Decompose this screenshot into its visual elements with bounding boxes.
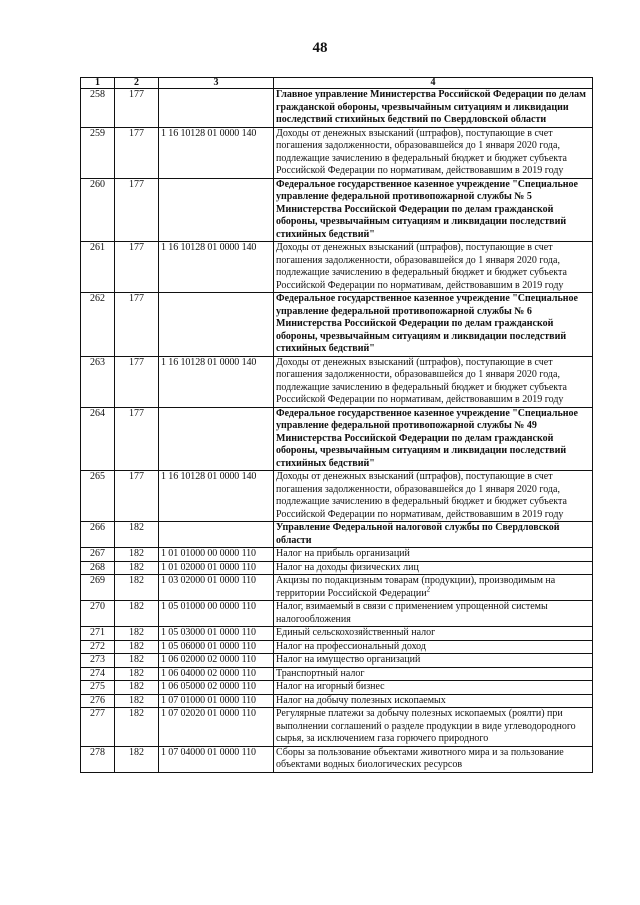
table-row xyxy=(81,601,593,627)
column-header: 1 xyxy=(81,78,115,89)
admin-code-cell-text: 182 xyxy=(129,667,144,679)
budget-code-cell-text: 1 16 10128 01 0000 140 xyxy=(161,356,257,368)
budget-code-cell-text: 1 16 10128 01 0000 140 xyxy=(161,127,257,139)
description-cell-text: Налог на имущество организаций xyxy=(276,654,421,665)
description-cell-text: Налог на игорный бизнес xyxy=(276,681,385,692)
budget-code-cell-text: 1 06 02000 02 0000 110 xyxy=(161,654,256,665)
description-cell xyxy=(274,89,593,128)
description-cell xyxy=(274,522,593,548)
admin-code-cell-text: 182 xyxy=(129,654,144,665)
admin-code-cell-text: 182 xyxy=(129,548,144,559)
description-cell xyxy=(274,654,593,668)
column-header: 4 xyxy=(274,78,593,89)
row-number-cell-text: 265 xyxy=(90,471,105,482)
admin-code-cell xyxy=(115,694,159,708)
description-cell xyxy=(274,548,593,562)
table-row xyxy=(81,127,593,178)
table-row xyxy=(81,548,593,562)
budget-code-cell-text: 1 07 04000 01 0000 110 xyxy=(161,746,256,758)
description-cell xyxy=(274,601,593,627)
admin-code-cell xyxy=(115,627,159,641)
admin-code-cell xyxy=(115,708,159,747)
budget-code-cell-text: 1 05 06000 01 0000 110 xyxy=(161,640,256,652)
admin-code-cell-text: 177 xyxy=(129,127,144,139)
budget-code-cell xyxy=(159,407,274,471)
description-cell-text: Налог, взимаемый в связи с применением упрощенной системы налогообложения xyxy=(276,601,548,625)
admin-code-cell-text: 177 xyxy=(129,407,144,419)
admin-code-cell xyxy=(115,640,159,654)
budget-code-cell-text: 1 01 01000 00 0000 110 xyxy=(161,548,256,559)
budget-code-cell xyxy=(159,667,274,681)
budget-code-cell xyxy=(159,601,274,627)
row-number-cell xyxy=(81,694,115,708)
budget-code-cell-text: 1 07 02020 01 0000 110 xyxy=(161,708,256,719)
row-number-cell-text: 277 xyxy=(90,708,105,719)
admin-code-cell-text: 182 xyxy=(129,601,144,612)
row-number-cell xyxy=(81,746,115,772)
admin-code-cell xyxy=(115,522,159,548)
description-cell xyxy=(274,471,593,522)
admin-code-cell-text: 182 xyxy=(129,575,144,586)
description-cell xyxy=(274,127,593,178)
admin-code-cell-text: 182 xyxy=(129,627,144,638)
budget-code-cell xyxy=(159,242,274,293)
table-row xyxy=(81,356,593,407)
table-row xyxy=(81,654,593,668)
row-number-cell xyxy=(81,667,115,681)
description-cell xyxy=(274,242,593,293)
admin-code-cell-text: 177 xyxy=(129,293,144,304)
row-number-cell-text: 258 xyxy=(90,89,105,100)
description-cell xyxy=(274,178,593,242)
row-number-cell-text: 267 xyxy=(90,548,105,559)
row-number-cell xyxy=(81,575,115,601)
description-cell-text: Налог на добычу полезных ископаемых xyxy=(276,694,446,706)
budget-code-cell-text: 1 06 05000 02 0000 110 xyxy=(161,681,256,692)
table-row xyxy=(81,667,593,681)
budget-code-cell xyxy=(159,627,274,641)
description-cell-text: Регулярные платежи за добычу полезных ископаемых (роялти) при выполнении соглашений о разделе продукции в виде углеводородного сырья, за исключением газа горючего природного xyxy=(276,708,576,744)
table-row xyxy=(81,694,593,708)
row-number-cell xyxy=(81,708,115,747)
budget-code-cell xyxy=(159,89,274,128)
row-number-cell-text: 266 xyxy=(90,522,105,533)
row-number-cell-text: 272 xyxy=(90,640,105,652)
row-number-cell-text: 273 xyxy=(90,654,105,665)
table-row xyxy=(81,681,593,695)
description-cell xyxy=(274,640,593,654)
table-row xyxy=(81,89,593,128)
table-row xyxy=(81,293,593,357)
admin-code-cell xyxy=(115,746,159,772)
admin-code-cell xyxy=(115,89,159,128)
page-number: 48 xyxy=(312,40,328,56)
row-number-cell xyxy=(81,293,115,357)
description-cell-text: Доходы от денежных взысканий (штрафов), поступающие в счет погашения задолженности, образовавшейся до 1 января 2020 года, подлежащие зачислению в федеральный бюджет и бюджет субъекта Российской Федерации по нормативам, действовавшим в 2019 году xyxy=(276,127,567,176)
row-number-cell xyxy=(81,548,115,562)
row-number-cell xyxy=(81,681,115,695)
budget-code-cell xyxy=(159,561,274,575)
description-cell-text: Сборы за пользование объектами животного мира и за пользование объектами водных биологических ресурсов xyxy=(276,746,564,770)
table-row xyxy=(81,522,593,548)
row-number-cell xyxy=(81,127,115,178)
row-number-cell-text: 263 xyxy=(90,356,105,368)
row-number-cell xyxy=(81,356,115,407)
row-number-cell-text: 271 xyxy=(90,627,105,638)
row-number-cell-text: 260 xyxy=(90,178,105,190)
admin-code-cell xyxy=(115,654,159,668)
admin-code-cell xyxy=(115,127,159,178)
row-number-cell-text: 274 xyxy=(90,667,105,679)
description-cell xyxy=(274,561,593,575)
admin-code-cell-text: 177 xyxy=(129,89,144,100)
description-cell-text: Акцизы по подакцизным товарам (продукции), производимым на территории Российской Федерации xyxy=(276,575,556,599)
description-cell xyxy=(274,746,593,772)
row-number-cell-text: 262 xyxy=(90,293,105,304)
budget-code-cell xyxy=(159,575,274,601)
budget-code-cell-text: 1 05 01000 00 0000 110 xyxy=(161,601,256,612)
budget-code-cell xyxy=(159,708,274,747)
row-number-cell-text: 259 xyxy=(90,127,105,139)
table-row xyxy=(81,627,593,641)
budget-code-cell-text: 1 03 02000 01 0000 110 xyxy=(161,575,256,586)
row-number-cell xyxy=(81,561,115,575)
description-cell xyxy=(274,293,593,357)
table-row xyxy=(81,561,593,575)
footnote-marker: 2 xyxy=(426,585,431,594)
admin-code-cell-text: 177 xyxy=(129,178,144,190)
row-number-cell xyxy=(81,242,115,293)
budget-code-cell xyxy=(159,178,274,242)
budget-code-cell xyxy=(159,746,274,772)
description-cell-text: Доходы от денежных взысканий (штрафов), поступающие в счет погашения задолженности, образовавшейся до 1 января 2020 года, подлежащие зачислению в федеральный бюджет и бюджет субъекта Российской Федерации по нормативам, действовавшим в 2019 году xyxy=(276,242,567,291)
budget-code-cell xyxy=(159,548,274,562)
description-cell-text: Единый сельскохозяйственный налог xyxy=(276,627,436,638)
description-cell-text: Федеральное государственное казенное учреждение "Специальное управление федеральной противопожарной службы № 49 Министерства Российской Федерации по делам гражданской обороны, чрезвычайным ситуациям и ликвидации последствий стихийных бедствий" xyxy=(276,407,578,469)
budget-code-cell xyxy=(159,681,274,695)
description-cell xyxy=(274,694,593,708)
table-row xyxy=(81,471,593,522)
row-number-cell xyxy=(81,627,115,641)
budget-code-cell xyxy=(159,522,274,548)
budget-code-cell xyxy=(159,640,274,654)
description-cell-text: Налог на доходы физических лиц xyxy=(276,561,419,573)
table-body xyxy=(81,89,593,773)
budget-code-cell-text: 1 07 01000 01 0000 110 xyxy=(161,694,256,706)
row-number-cell-text: 264 xyxy=(90,407,105,419)
budget-code-cell-text: 1 01 02000 01 0000 110 xyxy=(161,561,256,573)
admin-code-cell xyxy=(115,178,159,242)
admin-code-cell-text: 177 xyxy=(129,242,144,253)
budget-code-cell xyxy=(159,356,274,407)
description-cell-text: Транспортный налог xyxy=(276,667,365,679)
admin-code-cell xyxy=(115,471,159,522)
description-cell-text: Главное управление Министерства Российской Федерации по делам гражданской обороны, чрезвычайным ситуациям и ликвидации последствий стихийных бедствий по Свердловской области xyxy=(276,89,586,125)
admin-code-cell xyxy=(115,575,159,601)
budget-code-cell xyxy=(159,694,274,708)
description-cell-text: Налог на прибыль организаций xyxy=(276,548,410,559)
row-number-cell-text: 275 xyxy=(90,681,105,692)
description-cell-text: Управление Федеральной налоговой службы по Свердловской области xyxy=(276,522,560,546)
row-number-cell xyxy=(81,407,115,471)
admin-code-cell-text: 182 xyxy=(129,681,144,692)
budget-code-cell xyxy=(159,471,274,522)
admin-code-cell-text: 182 xyxy=(129,561,144,573)
admin-code-cell xyxy=(115,548,159,562)
row-number-cell xyxy=(81,654,115,668)
budget-code-cell xyxy=(159,654,274,668)
table-row xyxy=(81,575,593,601)
description-cell-text: Доходы от денежных взысканий (штрафов), поступающие в счет погашения задолженности, образовавшейся до 1 января 2020 года, подлежащие зачислению в федеральный бюджет и бюджет субъекта Российской Федерации по нормативам, действовавшим в 2019 году xyxy=(276,356,567,405)
description-cell xyxy=(274,667,593,681)
admin-code-cell-text: 177 xyxy=(129,356,144,368)
column-header: 2 xyxy=(115,78,159,89)
admin-code-cell xyxy=(115,242,159,293)
row-number-cell-text: 276 xyxy=(90,694,105,706)
row-number-cell-text: 269 xyxy=(90,575,105,586)
row-number-cell xyxy=(81,178,115,242)
description-cell xyxy=(274,356,593,407)
admin-code-cell-text: 177 xyxy=(129,471,144,482)
row-number-cell xyxy=(81,522,115,548)
row-number-cell-text: 268 xyxy=(90,561,105,573)
description-cell-text: Доходы от денежных взысканий (штрафов), поступающие в счет погашения задолженности, образовавшейся до 1 января 2020 года, подлежащие зачислению в федеральный бюджет и бюджет субъекта Российской Федерации по нормативам, действовавшим в 2019 году xyxy=(276,471,567,520)
admin-code-cell-text: 182 xyxy=(129,694,144,706)
admin-code-cell xyxy=(115,681,159,695)
description-cell-text: Федеральное государственное казенное учреждение "Специальное управление федеральной противопожарной службы № 6 Министерства Российской Федерации по делам гражданской обороны, чрезвычайным ситуациям и ликвидации последствий стихийных бедствий" xyxy=(276,293,578,354)
table-row xyxy=(81,407,593,471)
budget-code-cell xyxy=(159,293,274,357)
description-cell xyxy=(274,681,593,695)
description-cell xyxy=(274,407,593,471)
table-row xyxy=(81,178,593,242)
row-number-cell xyxy=(81,89,115,128)
admin-code-cell-text: 182 xyxy=(129,522,144,533)
row-number-cell-text: 261 xyxy=(90,242,105,253)
admin-code-cell-text: 182 xyxy=(129,640,144,652)
table-row xyxy=(81,746,593,772)
description-cell xyxy=(274,627,593,641)
budget-code-cell-text: 1 05 03000 01 0000 110 xyxy=(161,627,256,638)
budget-code-cell-text: 1 16 10128 01 0000 140 xyxy=(161,242,257,253)
description-cell-text: Налог на профессиональный доход xyxy=(276,640,426,652)
admin-code-cell xyxy=(115,407,159,471)
description-cell xyxy=(274,708,593,747)
table-row xyxy=(81,640,593,654)
admin-code-cell xyxy=(115,356,159,407)
description-cell xyxy=(274,575,593,601)
row-number-cell xyxy=(81,471,115,522)
admin-code-cell xyxy=(115,561,159,575)
admin-code-cell xyxy=(115,667,159,681)
revenue-codes-table xyxy=(80,77,593,773)
admin-code-cell-text: 182 xyxy=(129,746,144,758)
table-row xyxy=(81,708,593,747)
description-cell-text: Федеральное государственное казенное учреждение "Специальное управление федеральной противопожарной службы № 5 Министерства Российской Федерации по делам гражданской обороны, чрезвычайным ситуациям и ликвидации последствий стихийных бедствий" xyxy=(276,178,578,240)
table-row xyxy=(81,242,593,293)
row-number-cell-text: 270 xyxy=(90,601,105,612)
budget-code-cell xyxy=(159,127,274,178)
row-number-cell-text: 278 xyxy=(90,746,105,758)
budget-code-cell-text: 1 06 04000 02 0000 110 xyxy=(161,667,256,679)
admin-code-cell xyxy=(115,601,159,627)
column-header: 3 xyxy=(159,78,274,89)
budget-code-cell-text: 1 16 10128 01 0000 140 xyxy=(161,471,257,482)
row-number-cell xyxy=(81,640,115,654)
table-header-row xyxy=(81,78,593,89)
admin-code-cell xyxy=(115,293,159,357)
row-number-cell xyxy=(81,601,115,627)
admin-code-cell-text: 182 xyxy=(129,708,144,719)
